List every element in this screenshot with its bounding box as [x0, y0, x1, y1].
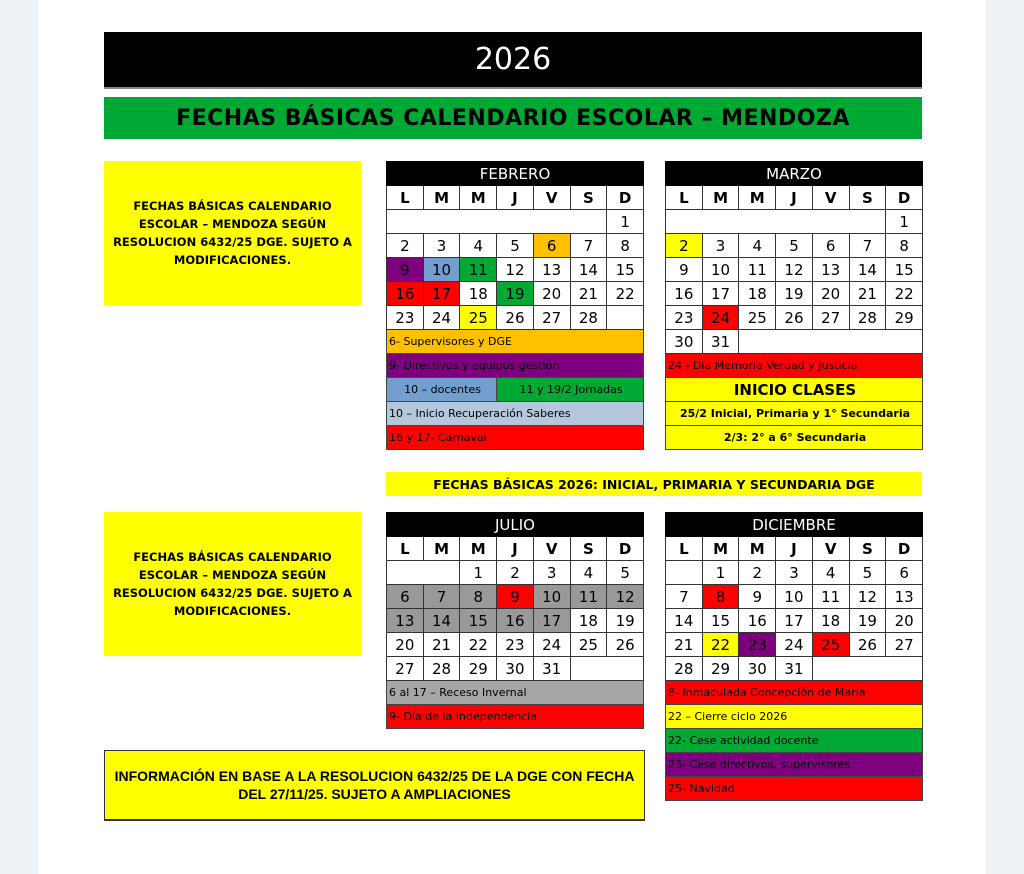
empty-cell — [666, 210, 886, 234]
legend-item: 6 al 17 – Receso Invernal — [387, 681, 644, 705]
day-cell: 19 — [607, 609, 644, 633]
day-cell: 13 — [387, 609, 424, 633]
day-cell: 6 — [533, 234, 570, 258]
day-cell: 26 — [776, 306, 813, 330]
legend-row — [387, 378, 644, 402]
legend-item: 16 y 17- Carnaval — [387, 426, 644, 450]
day-cell: 25 — [812, 633, 849, 657]
day-cell: 9 — [497, 585, 534, 609]
day-cell: 25 — [570, 633, 607, 657]
legend-row — [666, 354, 923, 378]
day-cell: 19 — [849, 609, 886, 633]
day-cell: 22 — [702, 633, 739, 657]
legend-item: 25- Navidad — [666, 777, 923, 801]
calendar-julio — [386, 512, 644, 729]
day-cell: 18 — [570, 609, 607, 633]
day-cell: 28 — [666, 657, 703, 681]
day-cell: 9 — [387, 258, 424, 282]
legend-item: INICIO CLASES — [666, 378, 923, 402]
weekday-header: D — [886, 186, 923, 210]
day-cell: 7 — [666, 585, 703, 609]
day-cell: 26 — [849, 633, 886, 657]
weekday-header: D — [886, 537, 923, 561]
legend-item: 22 – Cierre ciclo 2026 — [666, 705, 923, 729]
day-cell: 12 — [849, 585, 886, 609]
weekday-header: M — [460, 186, 497, 210]
day-cell: 11 — [739, 258, 776, 282]
day-cell: 7 — [570, 234, 607, 258]
day-cell: 5 — [776, 234, 813, 258]
legend-row — [387, 681, 644, 705]
legend-row — [387, 705, 644, 729]
day-cell: 13 — [533, 258, 570, 282]
weekday-header: M — [460, 537, 497, 561]
day-cell: 21 — [423, 633, 460, 657]
legend-row — [666, 681, 923, 705]
day-cell: 11 — [570, 585, 607, 609]
calendar-grid — [665, 161, 923, 450]
week-row — [666, 633, 923, 657]
week-row — [387, 306, 644, 330]
day-cell: 28 — [849, 306, 886, 330]
day-cell: 5 — [497, 234, 534, 258]
legend-row — [387, 330, 644, 354]
day-cell: 15 — [607, 258, 644, 282]
day-cell: 10 — [423, 258, 460, 282]
week-row — [666, 306, 923, 330]
day-cell: 16 — [666, 282, 703, 306]
day-cell: 14 — [849, 258, 886, 282]
legend-item: 6- Supervisores y DGE — [387, 330, 644, 354]
legend-row — [387, 426, 644, 450]
day-cell: 11 — [812, 585, 849, 609]
day-cell: 16 — [497, 609, 534, 633]
calendar-grid — [665, 512, 923, 801]
legend-row — [387, 354, 644, 378]
legend-item: 25/2 Inicial, Primaria y 1° Secundaria — [666, 402, 923, 426]
day-cell: 18 — [812, 609, 849, 633]
day-cell: 22 — [460, 633, 497, 657]
day-cell: 27 — [812, 306, 849, 330]
day-cell: 6 — [812, 234, 849, 258]
legend-item: 9- Directivos y equipos gestión — [387, 354, 644, 378]
day-cell: 21 — [570, 282, 607, 306]
day-cell: 21 — [849, 282, 886, 306]
day-cell: 15 — [460, 609, 497, 633]
weekday-header: M — [739, 537, 776, 561]
weekday-header: S — [849, 186, 886, 210]
day-cell: 4 — [570, 561, 607, 585]
day-cell: 30 — [666, 330, 703, 354]
calendar-grid — [386, 512, 644, 729]
week-row — [666, 330, 923, 354]
day-cell: 10 — [702, 258, 739, 282]
day-cell: 23 — [739, 633, 776, 657]
week-row — [387, 609, 644, 633]
legend-item: 8- Inmaculada Concepción de María — [666, 681, 923, 705]
legend-row — [387, 402, 644, 426]
day-cell: 2 — [739, 561, 776, 585]
day-cell: 24 — [423, 306, 460, 330]
levels-banner: FECHAS BÁSICAS 2026: INICIAL, PRIMARIA Y SECUNDARIA DGE — [386, 472, 922, 496]
day-cell: 17 — [423, 282, 460, 306]
weekday-header: J — [776, 537, 813, 561]
note-box-bottom: FECHAS BÁSICAS CALENDARIO ESCOLAR – MENDOZA SEGÚN RESOLUCION 6432/25 DGE. SUJETO A MODIFICACIONES. — [104, 512, 361, 656]
day-cell: 15 — [886, 258, 923, 282]
week-row — [666, 210, 923, 234]
day-cell: 7 — [849, 234, 886, 258]
day-cell: 17 — [702, 282, 739, 306]
week-row — [387, 282, 644, 306]
day-cell: 29 — [886, 306, 923, 330]
weekday-header: M — [423, 186, 460, 210]
day-cell: 12 — [607, 585, 644, 609]
week-row — [666, 585, 923, 609]
weekday-header: M — [702, 537, 739, 561]
week-row — [387, 234, 644, 258]
weekday-header: M — [739, 186, 776, 210]
month-title: FEBRERO — [387, 162, 644, 186]
day-cell: 8 — [886, 234, 923, 258]
day-cell: 13 — [886, 585, 923, 609]
day-cell: 13 — [812, 258, 849, 282]
day-cell: 23 — [666, 306, 703, 330]
day-cell: 24 — [533, 633, 570, 657]
weekday-header: L — [387, 186, 424, 210]
day-cell: 3 — [702, 234, 739, 258]
day-cell: 29 — [702, 657, 739, 681]
day-cell: 31 — [702, 330, 739, 354]
empty-cell — [739, 330, 923, 354]
weekday-header: J — [497, 186, 534, 210]
year-title: 2026 — [104, 32, 922, 89]
day-cell: 16 — [387, 282, 424, 306]
document-subtitle: FECHAS BÁSICAS CALENDARIO ESCOLAR – MENDOZA — [104, 97, 922, 139]
day-cell: 20 — [886, 609, 923, 633]
day-cell: 1 — [702, 561, 739, 585]
day-cell: 22 — [886, 282, 923, 306]
legend-row — [666, 426, 923, 450]
day-cell: 9 — [666, 258, 703, 282]
legend-row — [666, 402, 923, 426]
day-cell: 15 — [702, 609, 739, 633]
day-cell: 5 — [849, 561, 886, 585]
week-row — [387, 561, 644, 585]
weekday-header: V — [533, 186, 570, 210]
weekday-header: D — [607, 186, 644, 210]
empty-cell — [666, 561, 703, 585]
week-row — [666, 234, 923, 258]
day-cell: 30 — [497, 657, 534, 681]
day-cell: 2 — [497, 561, 534, 585]
day-cell: 6 — [387, 585, 424, 609]
day-cell: 10 — [776, 585, 813, 609]
calendar-grid — [386, 161, 644, 450]
day-cell: 1 — [886, 210, 923, 234]
day-cell: 31 — [533, 657, 570, 681]
day-cell: 2 — [666, 234, 703, 258]
day-cell: 24 — [776, 633, 813, 657]
day-cell: 10 — [533, 585, 570, 609]
day-cell: 5 — [607, 561, 644, 585]
week-row — [666, 657, 923, 681]
day-cell: 8 — [460, 585, 497, 609]
day-cell: 7 — [423, 585, 460, 609]
day-cell: 28 — [423, 657, 460, 681]
day-cell: 6 — [886, 561, 923, 585]
day-cell: 14 — [570, 258, 607, 282]
day-cell: 18 — [460, 282, 497, 306]
month-title: JULIO — [387, 513, 644, 537]
day-cell: 3 — [533, 561, 570, 585]
resolution-info-box: INFORMACIÓN EN BASE A LA RESOLUCION 6432/25 DE LA DGE CON FECHA DEL 27/11/25. SUJETO A AMPLIACIONES — [104, 750, 645, 821]
day-cell: 3 — [776, 561, 813, 585]
legend-item: 22- Cese actividad docente — [666, 729, 923, 753]
weekday-header: S — [570, 537, 607, 561]
legend-item: 23- Cese directivos, supervisores — [666, 753, 923, 777]
empty-cell — [607, 306, 644, 330]
day-cell: 24 — [702, 306, 739, 330]
day-cell: 1 — [607, 210, 644, 234]
day-cell: 16 — [739, 609, 776, 633]
day-cell: 29 — [460, 657, 497, 681]
weekday-header: L — [666, 186, 703, 210]
weekday-header: S — [570, 186, 607, 210]
day-cell: 20 — [387, 633, 424, 657]
note-box-top: FECHAS BÁSICAS CALENDARIO ESCOLAR – MENDOZA SEGÚN RESOLUCION 6432/25 DGE. SUJETO A MODIFICACIONES. — [104, 161, 361, 305]
day-cell: 21 — [666, 633, 703, 657]
day-cell: 25 — [460, 306, 497, 330]
legend-item: 2/3: 2° a 6° Secundaria — [666, 426, 923, 450]
week-row — [387, 657, 644, 681]
day-cell: 4 — [812, 561, 849, 585]
weekday-header: V — [812, 537, 849, 561]
day-cell: 2 — [387, 234, 424, 258]
week-row — [666, 258, 923, 282]
weekday-header: J — [497, 537, 534, 561]
legend-item: 11 y 19/2 Jornadas — [497, 378, 644, 402]
legend-item: 9- Día de la Independencia — [387, 705, 644, 729]
day-cell: 8 — [607, 234, 644, 258]
day-cell: 20 — [533, 282, 570, 306]
day-cell: 11 — [460, 258, 497, 282]
day-cell: 27 — [533, 306, 570, 330]
day-cell: 8 — [702, 585, 739, 609]
day-cell: 27 — [886, 633, 923, 657]
day-cell: 19 — [497, 282, 534, 306]
weekday-header: M — [423, 537, 460, 561]
day-cell: 17 — [776, 609, 813, 633]
day-cell: 26 — [607, 633, 644, 657]
calendar-marzo — [665, 161, 923, 450]
weekday-header: V — [812, 186, 849, 210]
weekday-header: V — [533, 537, 570, 561]
empty-cell — [570, 657, 643, 681]
day-cell: 3 — [423, 234, 460, 258]
month-title: MARZO — [666, 162, 923, 186]
week-row — [387, 258, 644, 282]
legend-row — [666, 705, 923, 729]
legend-item: 24 - Día Memoria Verdad y Justicia — [666, 354, 923, 378]
calendar-diciembre — [665, 512, 923, 801]
day-cell: 12 — [497, 258, 534, 282]
day-cell: 9 — [739, 585, 776, 609]
legend-item: 10 – docentes — [387, 378, 497, 402]
legend-item: 10 – Inicio Recuperación Saberes — [387, 402, 644, 426]
day-cell: 30 — [739, 657, 776, 681]
day-cell: 14 — [423, 609, 460, 633]
week-row — [666, 282, 923, 306]
empty-cell — [812, 657, 922, 681]
week-row — [387, 210, 644, 234]
day-cell: 27 — [387, 657, 424, 681]
day-cell: 4 — [739, 234, 776, 258]
week-row — [387, 585, 644, 609]
day-cell: 31 — [776, 657, 813, 681]
day-cell: 26 — [497, 306, 534, 330]
weekday-header: M — [702, 186, 739, 210]
weekday-header: L — [387, 537, 424, 561]
weekday-header: S — [849, 537, 886, 561]
day-cell: 22 — [607, 282, 644, 306]
day-cell: 23 — [497, 633, 534, 657]
day-cell: 18 — [739, 282, 776, 306]
weekday-header: L — [666, 537, 703, 561]
week-row — [666, 609, 923, 633]
day-cell: 19 — [776, 282, 813, 306]
empty-cell — [387, 561, 460, 585]
legend-row — [666, 753, 923, 777]
day-cell: 1 — [460, 561, 497, 585]
day-cell: 14 — [666, 609, 703, 633]
day-cell: 28 — [570, 306, 607, 330]
month-title: DICIEMBRE — [666, 513, 923, 537]
weekday-header: J — [776, 186, 813, 210]
calendar-febrero — [386, 161, 644, 450]
legend-row — [666, 777, 923, 801]
weekday-header: D — [607, 537, 644, 561]
day-cell: 25 — [739, 306, 776, 330]
legend-row — [666, 378, 923, 402]
day-cell: 23 — [387, 306, 424, 330]
empty-cell — [387, 210, 607, 234]
week-row — [387, 633, 644, 657]
week-row — [666, 561, 923, 585]
day-cell: 20 — [812, 282, 849, 306]
day-cell: 17 — [533, 609, 570, 633]
day-cell: 4 — [460, 234, 497, 258]
legend-row — [666, 729, 923, 753]
day-cell: 12 — [776, 258, 813, 282]
